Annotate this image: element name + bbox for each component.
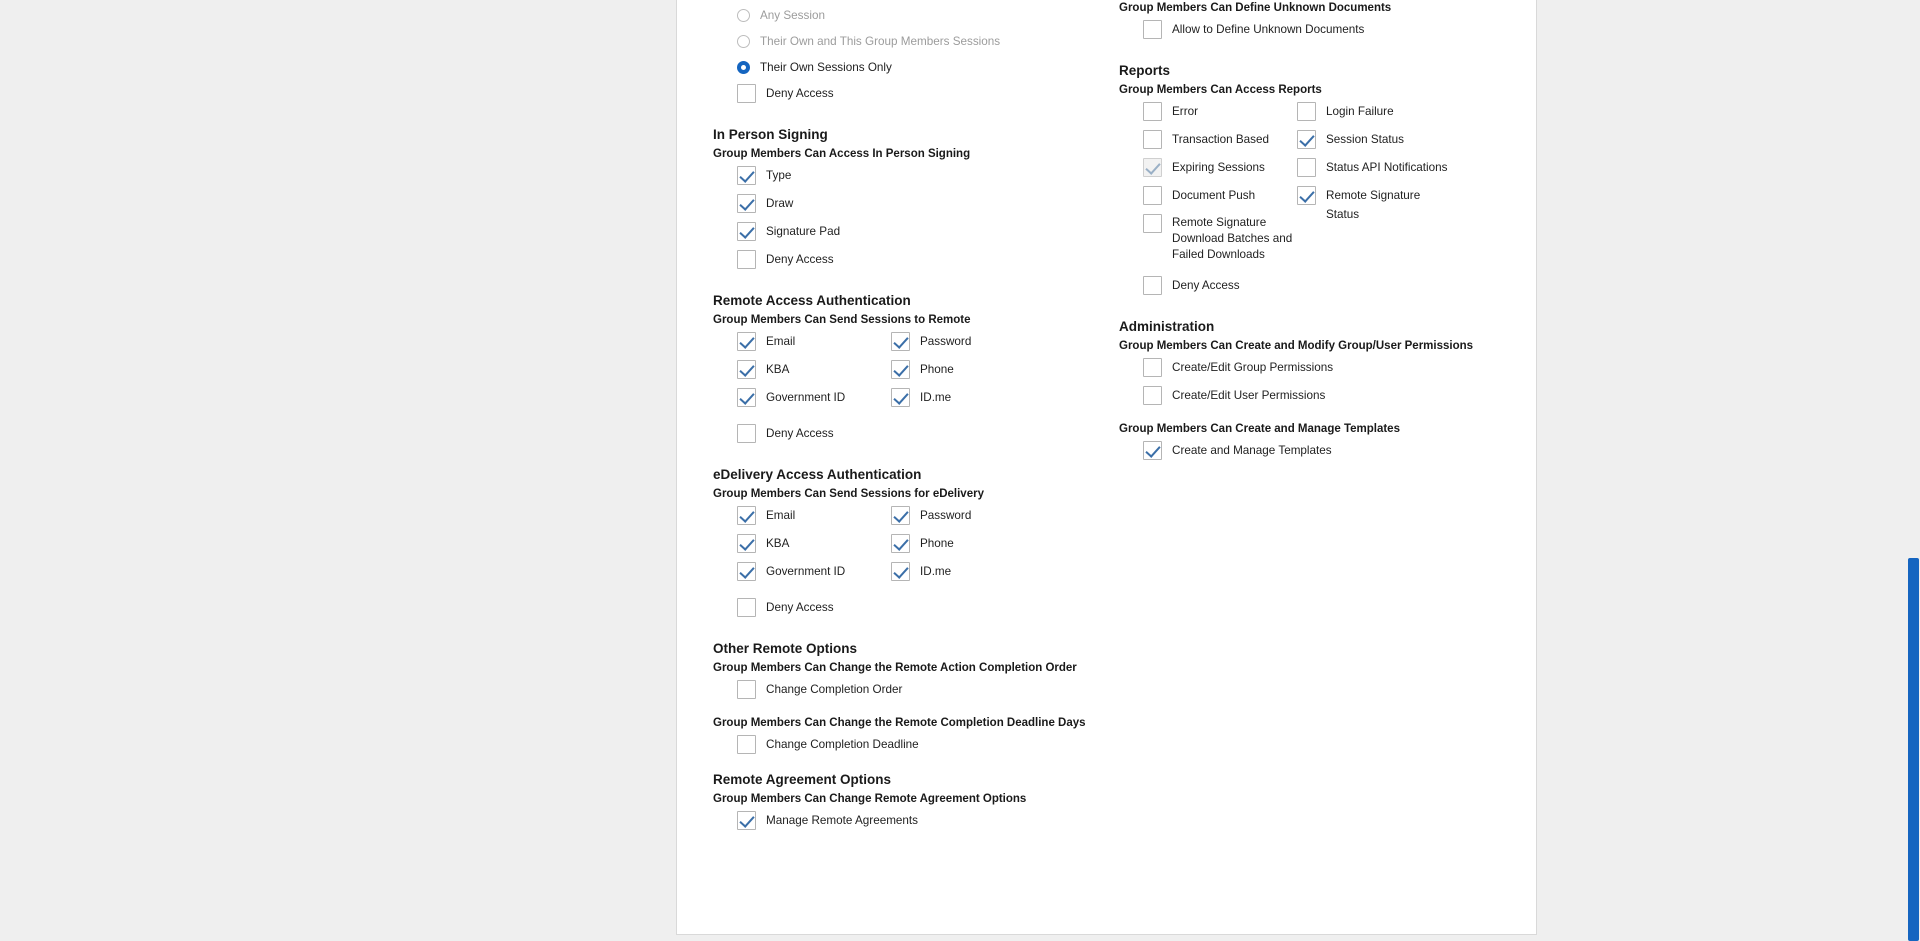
checkbox-row-change-completion-deadline[interactable] [713,735,1123,754]
label-edelivery-kba: KBA [766,537,790,550]
checkbox-signature-pad[interactable] [737,222,756,241]
label-remote-idme: ID.me [920,391,952,404]
checkbox-deny-access-remote-auth[interactable] [737,424,756,443]
checkbox-remote-phone[interactable] [891,360,910,379]
checkbox-create-manage-templates[interactable] [1143,441,1162,460]
checkbox-manage-remote-agreements[interactable] [737,811,756,830]
checkbox-row-remote-phone[interactable] [891,360,1045,379]
remote-auth-col-2 [891,332,1045,416]
checkbox-edelivery-email[interactable] [737,506,756,525]
checkbox-edelivery-kba[interactable] [737,534,756,553]
radio-own-and-group-sessions[interactable] [737,35,750,48]
vertical-scrollbar[interactable] [1906,0,1920,941]
checkbox-remote-email[interactable] [737,332,756,351]
checkbox-create-edit-group-permissions[interactable] [1143,358,1162,377]
left-column [713,0,1123,839]
label-remote-government-id: Government ID [766,391,846,404]
checkbox-row-report-login-failure[interactable] [1297,102,1451,121]
checkbox-row-deny-access-edelivery[interactable] [713,598,1123,617]
group-label-define-unknown-documents: Group Members Can Define Unknown Documents [1119,2,1392,14]
label-report-expiring-sessions: Expiring Sessions [1172,161,1265,174]
radio-label-own-and-group-sessions: Their Own and This Group Members Sessions [760,35,1001,48]
reports-col-1 [1143,102,1297,272]
checkbox-row-edelivery-email[interactable] [737,506,891,525]
label-report-session-status: Session Status [1326,133,1404,146]
label-edelivery-phone: Phone [920,537,954,550]
checkbox-row-report-session-status[interactable] [1297,130,1451,149]
group-label-remote-access-auth: Group Members Can Send Sessions to Remote [713,314,971,326]
radio-row-own-sessions-only[interactable] [713,58,1123,77]
checkbox-row-deny-access-documents[interactable] [713,84,1123,103]
label-allow-define-unknown-documents: Allow to Define Unknown Documents [1172,23,1365,36]
label-signature-pad: Signature Pad [766,225,841,238]
checkbox-remote-government-id[interactable] [737,388,756,407]
checkbox-report-transaction-based[interactable] [1143,130,1162,149]
checkbox-report-status-api-notifications[interactable] [1297,158,1316,177]
label-change-completion-order: Change Completion Order [766,683,903,696]
checkbox-draw[interactable] [737,194,756,213]
checkbox-remote-kba[interactable] [737,360,756,379]
label-deny-access-remote-auth: Deny Access [766,427,834,440]
checkbox-row-edelivery-idme[interactable] [891,562,1045,581]
section-title-reports: Reports [1119,63,1171,78]
checkbox-remote-password[interactable] [891,332,910,351]
checkbox-row-remote-idme[interactable] [891,388,1045,407]
checkbox-row-remote-kba[interactable] [737,360,891,379]
checkbox-report-document-push[interactable] [1143,186,1162,205]
checkbox-row-report-status-api-notifications[interactable] [1297,158,1451,177]
checkbox-row-change-completion-order[interactable] [713,680,1123,699]
checkbox-deny-access-reports[interactable] [1143,276,1162,295]
checkbox-row-edelivery-kba[interactable] [737,534,891,553]
radio-any-session[interactable] [737,9,750,22]
checkbox-deny-access-edelivery[interactable] [737,598,756,617]
checkbox-row-allow-define-unknown-documents[interactable] [1119,20,1519,39]
checkbox-edelivery-password[interactable] [891,506,910,525]
section-title-edelivery-access-auth: eDelivery Access Authentication [713,467,922,482]
radio-row-own-and-group-sessions[interactable] [713,32,1123,51]
checkbox-row-report-transaction-based[interactable] [1143,130,1297,149]
label-draw: Draw [766,197,794,210]
checkbox-row-draw[interactable] [713,194,1123,213]
group-label-remote-action-completion-order: Group Members Can Change the Remote Action Completion Order [713,662,1077,674]
label-manage-remote-agreements: Manage Remote Agreements [766,814,919,827]
label-remote-phone: Phone [920,363,954,376]
checkbox-row-report-document-push[interactable] [1143,186,1297,205]
checkbox-row-remote-password[interactable] [891,332,1045,351]
right-column [1119,2,1519,469]
permissions-panel [676,0,1537,935]
radio-own-sessions-only[interactable] [737,61,750,74]
checkbox-change-completion-deadline[interactable] [737,735,756,754]
checkbox-row-create-edit-group-permissions[interactable] [1119,358,1519,377]
checkbox-type[interactable] [737,166,756,185]
checkbox-row-report-expiring-sessions[interactable] [1143,158,1297,177]
checkbox-report-expiring-sessions[interactable] [1143,158,1162,177]
reports-options-grid [1119,102,1519,272]
checkbox-edelivery-phone[interactable] [891,534,910,553]
label-deny-access-reports: Deny Access [1172,279,1240,292]
checkbox-row-remote-email[interactable] [737,332,891,351]
label-edelivery-password: Password [920,509,972,522]
checkbox-edelivery-government-id[interactable] [737,562,756,581]
edelivery-auth-options-grid [713,506,1123,590]
edelivery-auth-col-1 [737,506,891,590]
checkbox-row-manage-remote-agreements[interactable] [713,811,1123,830]
permissions-columns [677,0,1536,934]
vertical-scrollbar-thumb[interactable] [1908,558,1919,941]
group-label-remote-agreement-options: Group Members Can Change Remote Agreement Options [713,793,1027,805]
remote-auth-col-1 [737,332,891,416]
group-label-create-manage-templates: Group Members Can Create and Manage Templates [1119,423,1400,435]
checkbox-edelivery-idme[interactable] [891,562,910,581]
label-report-transaction-based: Transaction Based [1172,133,1270,146]
group-label-remote-completion-deadline: Group Members Can Change the Remote Completion Deadline Days [713,717,1086,729]
checkbox-row-edelivery-government-id[interactable] [737,562,891,581]
checkbox-row-report-error[interactable] [1143,102,1297,121]
label-change-completion-deadline: Change Completion Deadline [766,738,919,751]
reports-col-2 [1297,102,1451,272]
label-report-remote-signature-download-batches: Remote Signature Download Batches and Failed Downloads [1172,216,1293,261]
label-report-login-failure: Login Failure [1326,105,1394,118]
label-remote-email: Email [766,335,796,348]
checkbox-deny-access-documents[interactable] [737,84,756,103]
checkbox-row-type[interactable] [713,166,1123,185]
label-report-document-push: Document Push [1172,189,1256,202]
checkbox-allow-define-unknown-documents[interactable] [1143,20,1162,39]
checkbox-row-create-manage-templates[interactable] [1119,441,1519,460]
checkbox-create-edit-user-permissions[interactable] [1143,386,1162,405]
section-title-remote-access-auth: Remote Access Authentication [713,293,911,308]
checkbox-row-edelivery-password[interactable] [891,506,1045,525]
label-create-edit-user-permissions: Create/Edit User Permissions [1172,389,1326,402]
checkbox-row-deny-access-in-person[interactable] [713,250,1123,269]
checkbox-row-report-remote-signature-download-batches[interactable] [1143,214,1297,263]
label-deny-access-documents: Deny Access [766,87,834,100]
label-edelivery-email: Email [766,509,796,522]
radio-label-own-sessions-only: Their Own Sessions Only [760,61,892,74]
label-remote-kba: KBA [766,363,790,376]
section-title-other-remote-options: Other Remote Options [713,641,858,656]
section-title-remote-agreement-options: Remote Agreement Options [713,772,892,787]
label-report-remote-signature-status: Remote Signature Status [1326,189,1421,221]
checkbox-row-create-edit-user-permissions[interactable] [1119,386,1519,405]
label-deny-access-edelivery: Deny Access [766,601,834,614]
radio-label-any-session: Any Session [760,9,825,22]
label-report-error: Error [1172,105,1198,118]
checkbox-deny-access-in-person[interactable] [737,250,756,269]
checkbox-row-edelivery-phone[interactable] [891,534,1045,553]
remote-auth-options-grid [713,332,1123,416]
label-deny-access-in-person: Deny Access [766,253,834,266]
checkbox-report-error[interactable] [1143,102,1162,121]
group-label-create-modify-permissions: Group Members Can Create and Modify Group/User Permissions [1119,340,1474,352]
section-title-administration: Administration [1119,319,1215,334]
checkbox-remote-idme[interactable] [891,388,910,407]
section-title-in-person-signing: In Person Signing [713,127,828,142]
label-report-status-api-notifications: Status API Notifications [1326,161,1448,174]
label-remote-password: Password [920,335,972,348]
checkbox-report-session-status[interactable] [1297,130,1316,149]
checkbox-row-deny-access-reports[interactable] [1119,276,1519,295]
checkbox-row-signature-pad[interactable] [713,222,1123,241]
checkbox-report-remote-signature-download-batches[interactable] [1143,214,1162,233]
checkbox-row-deny-access-remote-auth[interactable] [713,424,1123,443]
label-type: Type [766,169,792,182]
checkbox-report-remote-signature-status[interactable] [1297,186,1316,205]
checkbox-change-completion-order[interactable] [737,680,756,699]
label-edelivery-government-id: Government ID [766,565,846,578]
checkbox-report-login-failure[interactable] [1297,102,1316,121]
group-label-in-person-signing: Group Members Can Access In Person Signing [713,148,971,160]
group-label-access-reports: Group Members Can Access Reports [1119,84,1322,96]
edelivery-auth-col-2 [891,506,1045,590]
label-edelivery-idme: ID.me [920,565,952,578]
label-create-manage-templates: Create and Manage Templates [1172,444,1332,457]
checkbox-row-report-remote-signature-status[interactable] [1297,186,1451,224]
checkbox-row-remote-government-id[interactable] [737,388,891,407]
group-label-edelivery-access-auth: Group Members Can Send Sessions for eDelivery [713,488,984,500]
label-create-edit-group-permissions: Create/Edit Group Permissions [1172,361,1334,374]
radio-row-any-session[interactable] [713,6,1123,25]
